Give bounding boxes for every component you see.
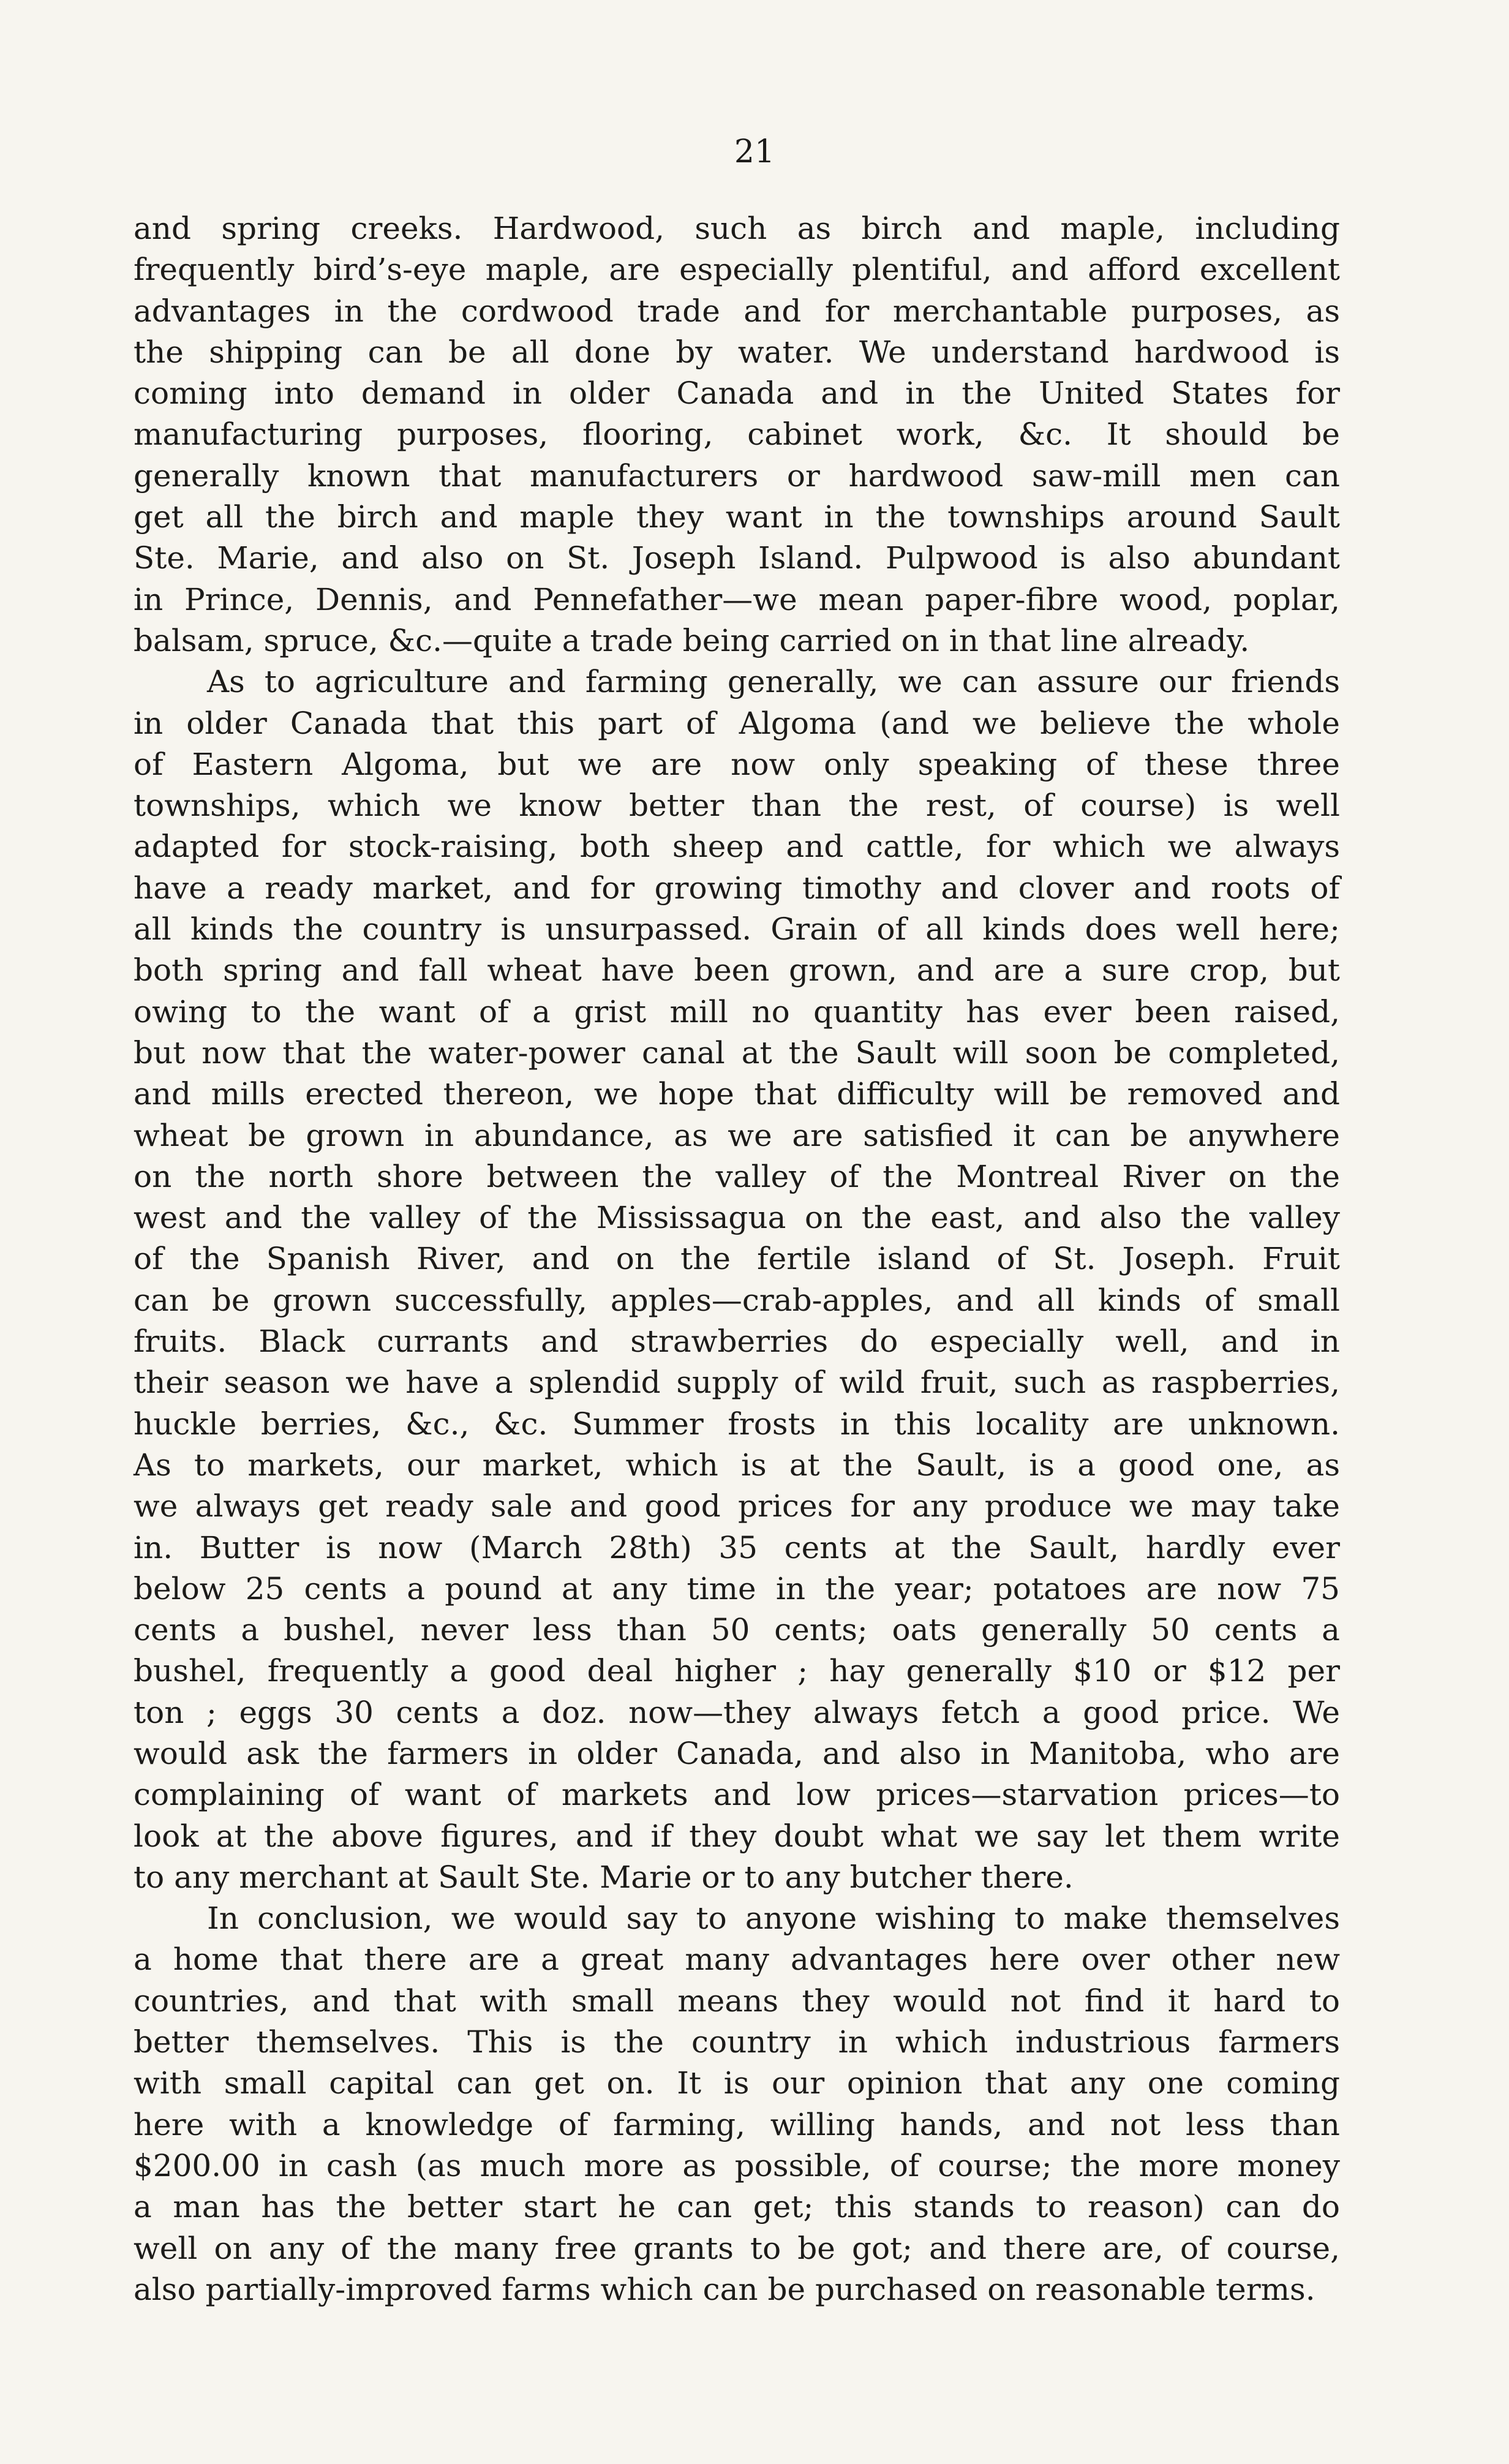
text-line: fruits. Black currants and strawberries do especially well, and in <box>134 1324 1340 1360</box>
text-line: below 25 cents a pound at any time in the year; potatoes are now 75 <box>134 1570 1340 1607</box>
text-line: of Eastern Algoma, but we are now only speaking of these three <box>134 746 1340 782</box>
text-line: bushel, frequently a good deal higher ; hay generally $10 or $12 per <box>134 1653 1340 1689</box>
text-line: In conclusion, we would say to anyone wishing to make themselves <box>207 1901 1340 1937</box>
text-line: we always get ready sale and good prices for any produce we may take <box>134 1488 1340 1524</box>
text-line: both spring and fall wheat have been grown, and are a sure crop, but <box>134 952 1340 989</box>
text-line: of the Spanish River, and on the fertile island of St. Joseph. Fruit <box>134 1241 1340 1277</box>
text-line: in Prince, Dennis, and Pennefather—we mean paper-fibre wood, poplar, <box>134 581 1340 617</box>
text-line: their season we have a splendid supply of wild fruit, such as raspberries, <box>134 1365 1340 1401</box>
text-line: coming into demand in older Canada and in the United States for <box>134 375 1340 412</box>
text-line: better themselves. This is the country in which industrious farmers <box>134 2024 1340 2060</box>
text-line: countries, and that with small means they would not find it hard to <box>134 1983 1340 2019</box>
text-line: As to agriculture and farming generally, we can assure our friends <box>207 664 1340 700</box>
paragraph <box>134 661 1340 1898</box>
text-line: Ste. Marie, and also on St. Joseph Island. Pulpwood is also abundant <box>134 540 1340 576</box>
text-line: cents a bushel, never less than 50 cents; oats generally 50 cents a <box>134 1612 1340 1648</box>
text-line: with small capital can get on. It is our opinion that any one coming <box>134 2065 1340 2101</box>
text-line: townships, which we know better than the rest, of course) is well <box>134 788 1340 824</box>
text-line: a man has the better start he can get; this stands to reason) can do <box>134 2189 1340 2225</box>
text-line: owing to the want of a grist mill no quantity has ever been raised, <box>134 993 1340 1030</box>
paragraph <box>134 208 1340 661</box>
text-line: the shipping can be all done by water. We understand hardwood is <box>134 334 1340 370</box>
text-line: in. Butter is now (March 28th) 35 cents at the Sault, hardly ever <box>134 1529 1340 1565</box>
text-line: look at the above figures, and if they doubt what we say let them write <box>134 1818 1340 1854</box>
text-line: also partially-improved farms which can be purchased on reasonable terms. <box>134 2271 1315 2307</box>
page-number: 21 <box>734 134 775 170</box>
text-line: and mills erected thereon, we hope that difficulty will be removed and <box>134 1076 1340 1112</box>
text-line: west and the valley of the Mississagua on the east, and also the valley <box>134 1200 1340 1236</box>
text-line: here with a knowledge of farming, willing hands, and not less than <box>134 2106 1340 2142</box>
text-line: frequently bird’s-eye maple, are especially plentiful, and afford excellent <box>134 252 1340 288</box>
text-line: get all the birch and maple they want in the townships around Sault <box>134 499 1340 535</box>
text-line: complaining of want of markets and low prices—starvation prices—to <box>134 1777 1340 1813</box>
text-line: but now that the water-power canal at the Sault will soon be completed, <box>134 1034 1340 1071</box>
text-line: would ask the farmers in older Canada, and also in Manitoba, who are <box>134 1735 1340 1771</box>
text-line: As to markets, our market, which is at the Sault, is a good one, as <box>134 1447 1340 1483</box>
text-line: adapted for stock-raising, both sheep and cattle, for which we always <box>134 829 1340 865</box>
text-line: all kinds the country is unsurpassed. Grain of all kinds does well here; <box>134 911 1340 948</box>
text-line: have a ready market, and for growing timothy and clover and roots of <box>134 870 1340 906</box>
text-line: wheat be grown in abundance, as we are satisfied it can be anywhere <box>134 1117 1340 1153</box>
text-line: huckle berries, &c., &c. Summer frosts in this locality are unknown. <box>134 1406 1340 1442</box>
text-line: a home that there are a great many advantages here over other new <box>134 1942 1340 1978</box>
text-line: and spring creeks. Hardwood, such as birch and maple, including <box>134 211 1340 246</box>
text-line: can be grown successfully, apples—crab-apples, and all kinds of small <box>134 1282 1340 1318</box>
paragraph <box>134 1898 1340 2310</box>
text-line: in older Canada that this part of Algoma (and we believe the whole <box>134 705 1340 741</box>
text-line: balsam, spruce, &c.—quite a trade being carried on in that line already. <box>134 622 1250 658</box>
text-line: generally known that manufacturers or hardwood saw-mill men can <box>134 458 1340 494</box>
text-line: manufacturing purposes, flooring, cabinet work, &c. It should be <box>134 416 1340 453</box>
text-line: ton ; eggs 30 cents a doz. now—they always fetch a good price. We <box>134 1694 1340 1730</box>
text-line: $200.00 in cash (as much more as possible, of course; the more money <box>134 2147 1340 2183</box>
body-text <box>134 208 1340 2310</box>
text-line: on the north shore between the valley of the Montreal River on the <box>134 1158 1340 1194</box>
text-line: advantages in the cordwood trade and for merchantable purposes, as <box>134 293 1340 329</box>
text-line: to any merchant at Sault Ste. Marie or to any butcher there. <box>134 1859 1074 1895</box>
text-line: well on any of the many free grants to be got; and there are, of course, <box>134 2230 1340 2266</box>
